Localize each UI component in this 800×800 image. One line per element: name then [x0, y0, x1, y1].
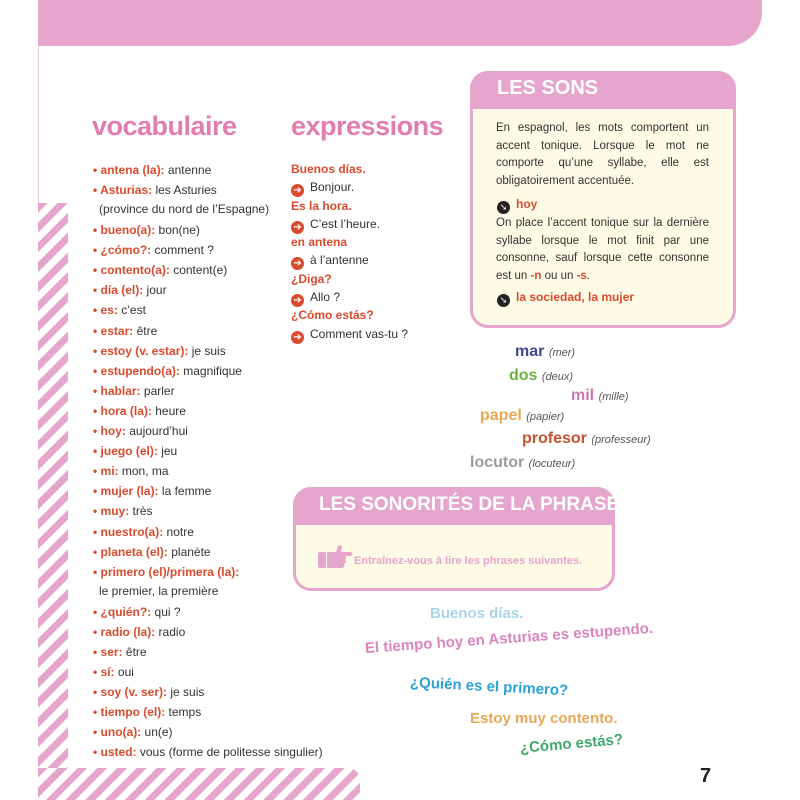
vocab-definition: la femme — [158, 484, 212, 499]
vocab-definition: je suis — [167, 685, 205, 700]
expression-translation: Comment vas-tu ? — [310, 326, 409, 341]
vocab-definition: être — [122, 644, 147, 659]
vocab-definition: les Asturies — [152, 183, 217, 198]
vocab-term: soy (v. ser): — [100, 685, 168, 700]
vocab-term: es: — [100, 303, 118, 318]
expressions-title: expressions — [291, 111, 444, 141]
word-gloss: (professeur) — [591, 434, 651, 446]
expression-french — [291, 325, 461, 343]
vocab-definition: temps — [165, 705, 202, 720]
vocab-definition: c’est — [117, 303, 146, 318]
vocab-definition: vous (forme de politesse singulier) — [136, 745, 323, 760]
expression-translation: à l’antenne — [310, 253, 369, 268]
p2-end: . — [586, 269, 590, 282]
vocab-item — [93, 381, 333, 401]
vocab-item — [93, 702, 333, 722]
word-gloss: (papier) — [526, 411, 565, 423]
sentence-2: El tiempo hoy en Asturias es estupendo. — [364, 619, 654, 657]
vocab-term: contento(a): — [100, 263, 170, 278]
word-papel — [480, 407, 564, 425]
vocab-term: primero (el)/primera (la): — [100, 564, 240, 579]
example-word-b: la mujer — [588, 290, 635, 304]
vocab-definition: comment ? — [151, 243, 214, 258]
sonorites-instruction: Entraînez-vous à lire les phrases suivantes. — [354, 555, 583, 567]
bottom-stripe-decoration — [38, 768, 360, 800]
example-arrow-icon: ➘ — [497, 201, 510, 214]
vocab-term: mi: — [100, 464, 119, 479]
left-border-line — [38, 46, 39, 206]
bullet: • — [93, 624, 101, 639]
vocab-term: sí: — [100, 664, 115, 679]
vocab-definition: planète — [167, 544, 211, 559]
bullet: • — [93, 223, 101, 238]
arrow-right-icon: ➔ — [291, 257, 304, 270]
word-dos — [509, 367, 573, 385]
expression-spanish: Es la hora. — [291, 198, 352, 213]
expression-spanish: ¿Diga? — [291, 271, 332, 286]
bullet: • — [93, 644, 101, 659]
bullet: • — [93, 323, 101, 338]
vocab-definition: aujourd’hui — [125, 424, 188, 439]
vocab-term: nuestro(a): — [100, 524, 164, 539]
example-arrow-icon: ➘ — [497, 294, 510, 307]
vocab-term: ¿cómo?: — [100, 243, 152, 258]
vocab-term: juego (el): — [100, 444, 158, 459]
example-word: hoy — [516, 197, 538, 211]
vocabulaire-title: vocabulaire — [92, 111, 237, 141]
sentence-1: Buenos días. — [430, 605, 524, 622]
vocab-definition: mon, ma — [118, 464, 169, 479]
vocab-item — [93, 421, 333, 441]
vocab-definition: content(e) — [169, 263, 228, 278]
expression-spanish: en antena — [291, 235, 348, 250]
vocab-term: antena (la): — [100, 163, 165, 177]
bullet: • — [93, 564, 101, 579]
expression-french — [291, 178, 461, 196]
bullet: • — [93, 303, 101, 318]
bullet: • — [93, 444, 101, 459]
bullet: • — [93, 424, 101, 439]
bullet: • — [93, 705, 101, 720]
arrow-right-icon: ➔ — [291, 294, 304, 307]
word-text: dos — [509, 367, 538, 384]
vocab-definition: être — [133, 323, 158, 338]
word-text: locutor — [470, 454, 525, 471]
vocab-definition: jour — [143, 283, 167, 298]
vocab-term: mujer (la): — [100, 484, 159, 499]
bullet: • — [93, 604, 101, 619]
les-sons-example-1 — [497, 197, 537, 214]
vocab-item — [93, 722, 333, 742]
bullet: • — [93, 263, 101, 278]
vocab-item — [93, 361, 333, 381]
example-word-a: la sociedad — [516, 290, 582, 304]
vocab-item — [93, 441, 333, 461]
vocab-item — [93, 622, 333, 642]
pointing-hand-icon — [318, 543, 354, 578]
vocab-term: ¿quién?: — [100, 604, 152, 619]
p2-text: On place l’accent tonique sur la dernière syllabe lorsque le mot finit par une consonne, sauf lorsque cette consonne est un — [496, 217, 709, 282]
p2-n: -n — [530, 269, 542, 282]
word-gloss: (mille) — [598, 391, 629, 403]
vocab-term: estupendo(a): — [100, 363, 180, 378]
word-mil — [571, 387, 629, 405]
vocab-definition: bon(ne) — [155, 223, 200, 238]
word-mar — [515, 343, 575, 361]
vocab-term: estar: — [100, 323, 134, 338]
les-sons-title: LES SONS — [497, 77, 599, 99]
vocab-item — [93, 642, 333, 662]
vocab-term: muy: — [100, 504, 130, 519]
vocab-term: planeta (el): — [100, 544, 168, 559]
vocab-definition: jeu — [157, 444, 178, 459]
arrow-right-icon: ➔ — [291, 221, 304, 234]
vocab-item — [93, 602, 333, 622]
bullet: • — [93, 363, 101, 378]
sonorites-title: LES SONORITÉS DE LA PHRASE — [319, 494, 620, 515]
word-text: mil — [571, 387, 595, 404]
vocab-term: ser: — [100, 644, 123, 659]
vocab-definition: notre — [163, 524, 194, 539]
word-text: profesor — [522, 430, 587, 447]
vocab-term: Asturias: — [100, 183, 153, 198]
word-profesor — [522, 430, 651, 448]
bullet: • — [93, 163, 101, 177]
vocab-item — [93, 682, 333, 702]
example-sep: , — [581, 290, 589, 304]
vocab-item — [93, 461, 333, 481]
arrow-right-icon: ➔ — [291, 184, 304, 197]
left-stripe-decoration — [38, 203, 68, 768]
les-sons-paragraph-1: En espagnol, les mots comportent un accent tonique. Lorsque le mot ne comporte qu’une syllabe, elle est obligatoirement accentuée. — [496, 122, 709, 187]
vocab-definition: antenne — [164, 163, 212, 177]
word-gloss: (deux) — [541, 371, 574, 383]
top-banner — [38, 0, 762, 46]
les-sons-example-2 — [497, 290, 634, 307]
bullet: • — [93, 283, 101, 298]
bullet: • — [93, 664, 101, 679]
vocab-item — [93, 742, 333, 762]
bullet: • — [93, 383, 101, 398]
word-gloss: (mer) — [548, 347, 576, 359]
bullet: • — [93, 484, 101, 499]
expression-translation: Allo ? — [310, 290, 341, 305]
bullet: • — [93, 403, 101, 418]
bullet: • — [93, 685, 101, 700]
vocab-definition: heure — [151, 403, 186, 418]
vocab-definition: un(e) — [141, 725, 173, 740]
bullet: • — [93, 725, 101, 740]
bullet: • — [93, 504, 101, 519]
expression-spanish: ¿Cómo estás? — [291, 308, 374, 323]
vocab-definition: oui — [114, 664, 134, 679]
vocab-term: bueno(a): — [100, 223, 156, 238]
word-gloss: (locuteur) — [528, 458, 576, 470]
vocab-definition: je suis — [188, 343, 226, 358]
vocab-definition-cont: (province du nord de l’Espagne) — [99, 202, 270, 217]
vocab-definition: magnifique — [179, 363, 242, 378]
vocab-definition: radio — [155, 624, 186, 639]
word-locutor — [470, 454, 575, 472]
expression-french — [291, 251, 461, 269]
vocab-term: usted: — [100, 745, 137, 760]
vocab-definition: qui ? — [151, 604, 181, 619]
les-sons-paragraph-2 — [496, 215, 709, 285]
vocab-definition: parler — [140, 383, 175, 398]
bullet: • — [93, 524, 101, 539]
expression-french — [291, 215, 461, 233]
vocab-term: uno(a): — [100, 725, 142, 740]
sentence-5: ¿Cómo estás? — [519, 731, 624, 757]
vocab-term: estoy (v. estar): — [100, 343, 189, 358]
vocab-definition: très — [129, 504, 153, 519]
vocab-item — [93, 401, 333, 421]
expression-spanish: Buenos días. — [291, 162, 366, 176]
expression-translation: C’est l’heure. — [310, 216, 381, 231]
vocab-term: radio (la): — [100, 624, 156, 639]
expression-french — [291, 288, 461, 306]
bullet: • — [93, 464, 101, 479]
word-text: papel — [480, 407, 522, 424]
sentence-3: ¿Quién es el primero? — [409, 674, 569, 700]
vocab-item — [93, 662, 333, 682]
vocab-definition-cont: le premier, la première — [99, 583, 219, 598]
bullet: • — [93, 343, 101, 358]
vocab-term: hora (la): — [100, 403, 152, 418]
p2-mid: ou un — [541, 269, 577, 282]
bullet: • — [93, 544, 101, 559]
vocab-term: día (el): — [100, 283, 144, 298]
bullet: • — [93, 745, 101, 760]
word-text: mar — [515, 343, 545, 360]
arrow-right-icon: ➔ — [291, 331, 304, 344]
p2-s: -s — [576, 269, 587, 282]
page-number: 7 — [700, 765, 712, 787]
vocab-term: hablar: — [100, 383, 141, 398]
sentence-4: Estoy muy contento. — [470, 710, 618, 727]
bullet: • — [93, 243, 101, 258]
vocab-term: tiempo (el): — [100, 705, 166, 720]
expression-translation: Bonjour. — [310, 180, 355, 195]
bullet: • — [93, 183, 101, 198]
vocab-term: hoy: — [100, 424, 126, 439]
expressions-list — [291, 160, 461, 343]
